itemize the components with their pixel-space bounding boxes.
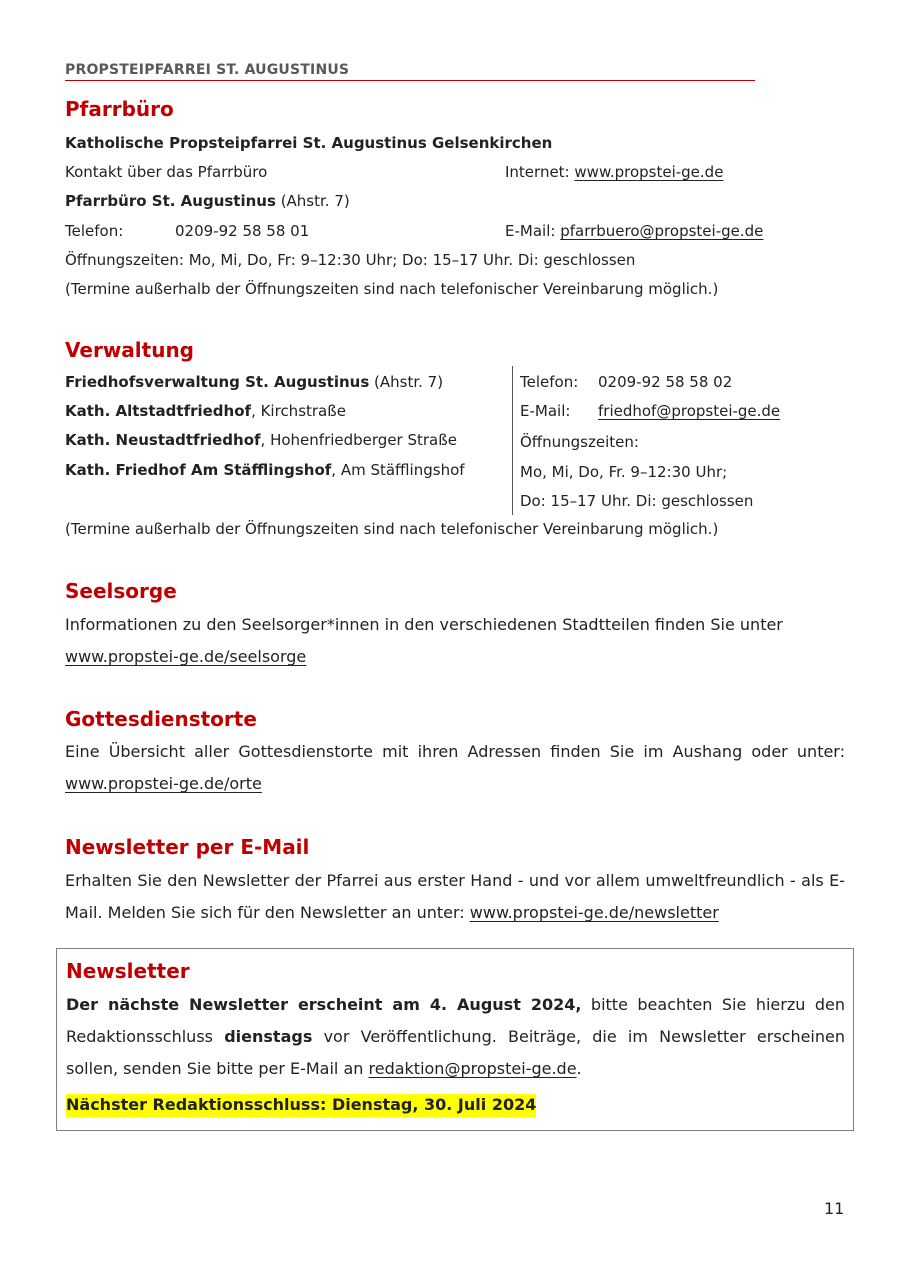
deadline-highlight: Nächster Redaktionsschluss: Dienstag, 30. Juli 2024 (66, 1094, 536, 1117)
admin-phone-label: Telefon: (520, 373, 579, 391)
newsletter-text-end: . (576, 1059, 582, 1078)
email-label: E-Mail: (505, 222, 556, 240)
section-heading-seelsorge: Seelsorge (65, 579, 177, 603)
cemetery-detail: , Hohenfriedberger Straße (260, 431, 457, 449)
newsletter-deadline-day: dienstags (224, 1027, 313, 1046)
appointment-note: (Termine außerhalb der Öffnungszeiten sind nach telefonischer Vereinbarung möglich.) (65, 280, 719, 298)
list-item (65, 373, 443, 391)
office-address: (Ahstr. 7) (280, 192, 350, 210)
section-heading-verwaltung: Verwaltung (65, 338, 194, 362)
contact-note: Kontakt über das Pfarrbüro (65, 163, 268, 181)
newsletter-box (56, 948, 854, 1131)
newsletter-date-notice: Der nächste Newsletter erscheint am 4. August 2024, (66, 995, 582, 1014)
cemetery-detail: , Am Stäfflingshof (331, 461, 465, 479)
admin-hours-line2: Do: 15–17 Uhr. Di: geschlossen (520, 492, 754, 510)
admin-email-link[interactable]: friedhof@propstei-ge.de (598, 402, 781, 420)
phone-label: Telefon: (65, 222, 124, 240)
newsletter-email-text: Erhalten Sie den Newsletter der Pfarrei aus erster Hand - und vor allem umweltfreundlich - als E-Mail. Melden Sie sich für den Newsletter an unter: (65, 871, 845, 922)
admin-phone-number: 0209-92 58 58 02 (598, 373, 733, 391)
seelsorge-link[interactable]: www.propstei-ge.de/seelsorge (65, 647, 307, 666)
column-divider (512, 366, 513, 515)
internet-link[interactable]: www.propstei-ge.de (574, 163, 724, 181)
cemetery-name: Friedhofsverwaltung St. Augustinus (65, 373, 370, 391)
office-line (65, 192, 350, 210)
cemetery-name: Kath. Neustadtfriedhof (65, 431, 261, 449)
section-heading-gottesdienstorte: Gottesdienstorte (65, 707, 257, 731)
section-heading-pfarrbuero: Pfarrbüro (65, 97, 174, 121)
office-name: Pfarrbüro St. Augustinus (65, 192, 276, 210)
internet-label: Internet: (505, 163, 570, 181)
internet-row (505, 163, 723, 181)
seelsorge-link-wrap (65, 647, 306, 666)
list-item (65, 431, 457, 449)
org-name: Katholische Propsteipfarrei St. Augustinus Gelsenkirchen (65, 134, 553, 152)
newsletter-email-paragraph (65, 865, 845, 929)
cemetery-name: Kath. Altstadtfriedhof (65, 402, 252, 420)
newsletter-text-2: vor Veröffentlichung. Beiträge, die im Newsletter erscheinen sollen, senden Sie bitte per E-Mail an (66, 1027, 846, 1078)
gottesdienstorte-paragraph (65, 736, 845, 800)
phone-number: 0209-92 58 58 01 (175, 222, 310, 240)
admin-appointment-note: (Termine außerhalb der Öffnungszeiten sind nach telefonischer Vereinbarung möglich.) (65, 520, 719, 538)
cemetery-detail: (Ahstr. 7) (369, 373, 444, 391)
admin-email-label: E-Mail: (520, 402, 571, 420)
gottesdienstorte-link[interactable]: www.propstei-ge.de/orte (65, 774, 262, 793)
newsletter-text-1: bitte beachten Sie hierzu den Redaktionsschluss (66, 995, 845, 1046)
header-title: PROPSTEIPFARREI ST. AUGUSTINUS (65, 62, 350, 78)
seelsorge-text: Informationen zu den Seelsorger*innen in den verschiedenen Stadtteilen finden Sie unter (65, 615, 783, 634)
email-link[interactable]: pfarrbuero@propstei-ge.de (560, 222, 764, 240)
newsletter-link[interactable]: www.propstei-ge.de/newsletter (469, 903, 719, 922)
cemetery-name: Kath. Friedhof Am Stäfflingshof (65, 461, 332, 479)
gottesdienstorte-text: Eine Übersicht aller Gottesdienstorte mit ihren Adressen finden Sie im Aushang oder unter: (65, 742, 845, 761)
admin-hours-line1: Mo, Mi, Do, Fr. 9–12:30 Uhr; (520, 463, 728, 481)
admin-hours-label: Öffnungszeiten: (520, 433, 639, 451)
list-item (65, 402, 346, 420)
deadline-wrap (66, 1095, 536, 1114)
list-item (65, 461, 465, 479)
redaktion-email-link[interactable]: redaktion@propstei-ge.de (368, 1059, 577, 1078)
office-hours: Öffnungszeiten: Mo, Mi, Do, Fr: 9–12:30 Uhr; Do: 15–17 Uhr. Di: geschlossen (65, 251, 636, 269)
cemetery-detail: , Kirchstraße (251, 402, 346, 420)
admin-email-wrap (598, 402, 780, 420)
email-row (505, 222, 763, 240)
page-number: 11 (824, 1199, 845, 1218)
newsletter-box-paragraph (66, 989, 845, 1085)
section-heading-newsletter-email: Newsletter per E-Mail (65, 835, 310, 859)
newsletter-box-heading: Newsletter (66, 959, 190, 983)
